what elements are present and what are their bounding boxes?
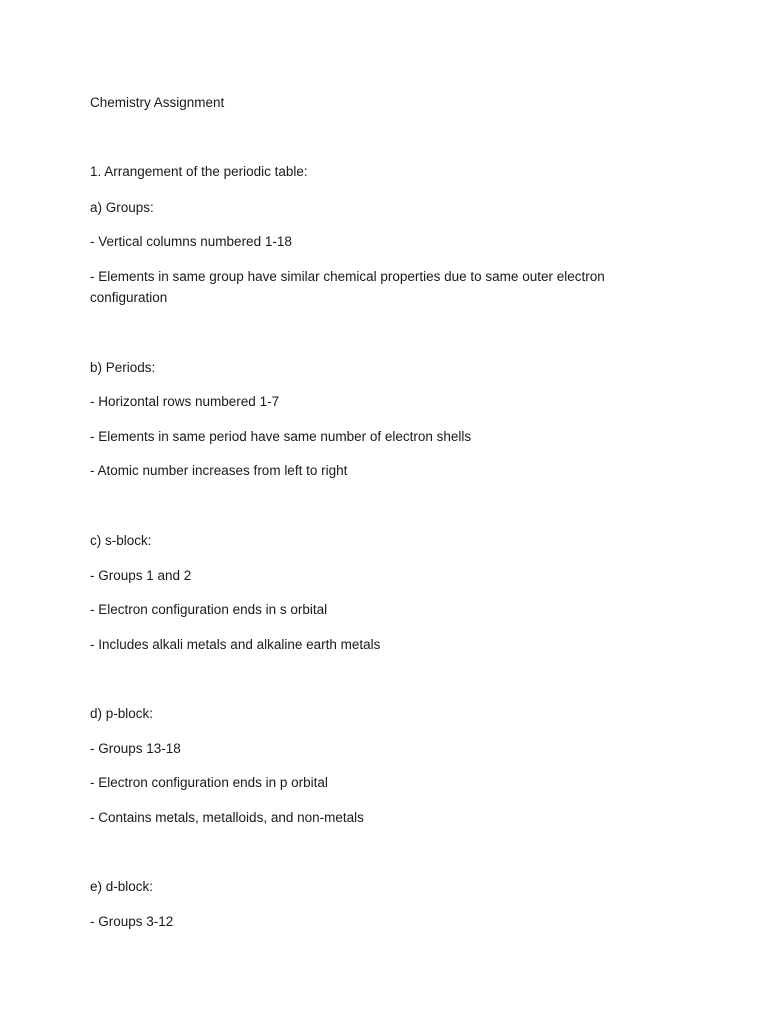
s-block-point-3: - Includes alkali metals and alkaline earth metals: [90, 637, 381, 652]
s-block-heading: c) s-block:: [90, 533, 152, 548]
p-block-point-2: - Electron configuration ends in p orbital: [90, 775, 328, 790]
groups-heading: a) Groups:: [90, 200, 154, 215]
d-block-heading: e) d-block:: [90, 879, 154, 894]
groups-point-2: - Elements in same group have similar chemical properties due to same outer electron configuration: [90, 269, 605, 305]
s-block-point-2: - Electron configuration ends in s orbital: [90, 602, 328, 617]
periods-point-2: - Elements in same period have same number of electron shells: [90, 429, 472, 444]
p-block-point-3: - Contains metals, metalloids, and non-metals: [90, 810, 364, 825]
periods-heading: b) Periods:: [90, 360, 156, 375]
d-block-point-1: - Groups 3-12: [90, 914, 174, 929]
periods-point-3: - Atomic number increases from left to right: [90, 463, 348, 478]
question-heading: 1. Arrangement of the periodic table:: [90, 164, 308, 179]
periods-point-1: - Horizontal rows numbered 1-7: [90, 394, 280, 409]
p-block-heading: d) p-block:: [90, 706, 154, 721]
p-block-point-1: - Groups 13-18: [90, 741, 181, 756]
document-title: Chemistry Assignment: [90, 95, 225, 110]
s-block-point-1: - Groups 1 and 2: [90, 568, 192, 583]
groups-point-1: - Vertical columns numbered 1-18: [90, 234, 292, 249]
